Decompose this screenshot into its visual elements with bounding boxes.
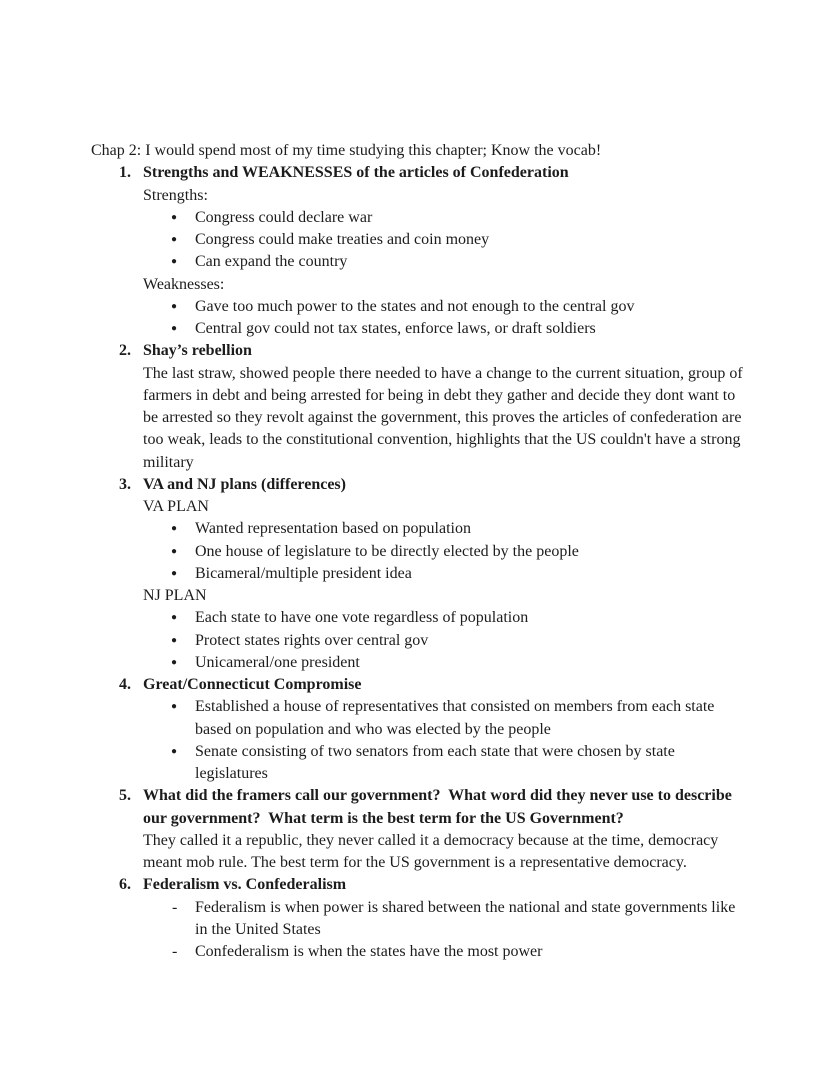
- item-heading: [91, 474, 745, 496]
- item-title: Strengths and WEAKNESSES of the articles of Confederation: [143, 164, 569, 182]
- item-title: VA and NJ plans (differences): [143, 475, 346, 493]
- bullet-item: [91, 518, 745, 540]
- list-item-5: [91, 785, 745, 874]
- item-number: 4.: [119, 676, 131, 693]
- bullet-text: Established a house of representatives that consisted on members from each state based on population and who was elected by the people: [195, 698, 719, 738]
- bullet-icon: ●: [171, 323, 178, 334]
- item-title: Shay’s rebellion: [143, 342, 252, 360]
- dash-icon: -: [172, 898, 178, 916]
- bullet-item: [91, 541, 745, 563]
- bullet-icon: ●: [171, 701, 178, 713]
- bullet-item: [91, 251, 745, 273]
- bullet-icon: ●: [171, 300, 178, 312]
- bullet-item: [91, 652, 745, 674]
- bullet-icon: ●: [171, 523, 178, 535]
- dash-item: [91, 941, 745, 963]
- item-heading: [91, 674, 745, 696]
- bullet-item: [91, 318, 745, 340]
- item-number: 5.: [119, 787, 131, 805]
- intro-line: Chap 2: I would spend most of my time studying this chapter; Know the vocab!: [91, 142, 602, 159]
- bullet-icon: ●: [171, 567, 178, 579]
- item-number: 6.: [119, 876, 131, 894]
- bullet-item: [91, 696, 745, 741]
- paragraph: They called it a republic, they never called it a democracy because at the time, democracy meant mob rule. The best term for the US government is a representative democracy.: [143, 831, 723, 871]
- sub-label: VA PLAN: [143, 498, 209, 515]
- sub-label: Weaknesses:: [143, 275, 225, 293]
- bullet-text: Each state to have one vote regardless of population: [195, 609, 529, 627]
- dash-item: [91, 897, 745, 942]
- bullet-text: Can expand the country: [195, 253, 348, 271]
- bullet-item: [91, 741, 745, 786]
- bullet-item: [91, 630, 745, 652]
- paragraph: The last straw, showed people there needed to have a change to the current situation, group of farmers in debt and being arrested for being in debt they gather and decide they dont want to be arrested so they revolt against the government, this proves the articles of confederation are too weak, leads to the constitutional convention, highlights that the US couldn't have a strong military: [143, 364, 747, 471]
- list-item-6: [91, 874, 745, 963]
- bullet-item: [91, 207, 745, 229]
- bullet-text: Gave too much power to the states and not enough to the central gov: [195, 297, 635, 315]
- item-number: 2.: [119, 342, 131, 360]
- dash-text: Federalism is when power is shared between the national and state governments like in the United States: [195, 898, 740, 938]
- bullet-text: One house of legislature to be directly elected by the people: [195, 542, 579, 560]
- dash-text: Confederalism is when the states have the most power: [195, 943, 543, 960]
- document-content: [91, 140, 745, 963]
- item-title: What did the framers call our government? What word did they never use to describe our government? What term is the best term for the US Government?: [143, 787, 736, 827]
- bullet-text: Protect states rights over central gov: [195, 631, 429, 649]
- list-item-4: [91, 674, 745, 785]
- bullet-icon: ●: [171, 545, 178, 557]
- bullet-icon: ●: [171, 211, 178, 223]
- sub-label: NJ PLAN: [143, 587, 207, 604]
- bullet-item: [91, 296, 745, 318]
- item-number: 1.: [119, 164, 131, 182]
- bullet-item: [91, 607, 745, 629]
- bullet-text: Unicameral/one president: [195, 653, 360, 671]
- bullet-item: [91, 563, 745, 585]
- bullet-icon: ●: [171, 634, 178, 646]
- bullet-icon: ●: [171, 256, 178, 268]
- bullet-item: [91, 229, 745, 251]
- bullet-text: Senate consisting of two senators from each state that were chosen by state legislatures: [195, 742, 679, 782]
- item-heading: [91, 340, 745, 362]
- list-item-1: [91, 162, 745, 340]
- sub-label: Strengths:: [143, 186, 208, 204]
- item-heading: [91, 785, 745, 830]
- item-number: 3.: [119, 475, 131, 493]
- item-title: Great/Connecticut Compromise: [143, 676, 362, 693]
- bullet-text: Wanted representation based on population: [195, 520, 471, 538]
- bullet-icon: ●: [171, 234, 178, 245]
- bullet-text: Central gov could not tax states, enforce laws, or draft soldiers: [195, 320, 596, 337]
- list-item-3: [91, 474, 745, 674]
- item-heading: [91, 874, 745, 896]
- item-title: Federalism vs. Confederalism: [143, 876, 347, 894]
- bullet-icon: ●: [171, 745, 178, 757]
- bullet-text: Congress could declare war: [195, 208, 373, 226]
- list-item-2: [91, 340, 745, 474]
- dash-icon: -: [172, 943, 178, 960]
- bullet-icon: ●: [171, 612, 178, 624]
- item-heading: [91, 162, 745, 184]
- bullet-text: Bicameral/multiple president idea: [195, 564, 412, 582]
- bullet-text: Congress could make treaties and coin money: [195, 231, 490, 248]
- bullet-icon: ●: [171, 656, 178, 668]
